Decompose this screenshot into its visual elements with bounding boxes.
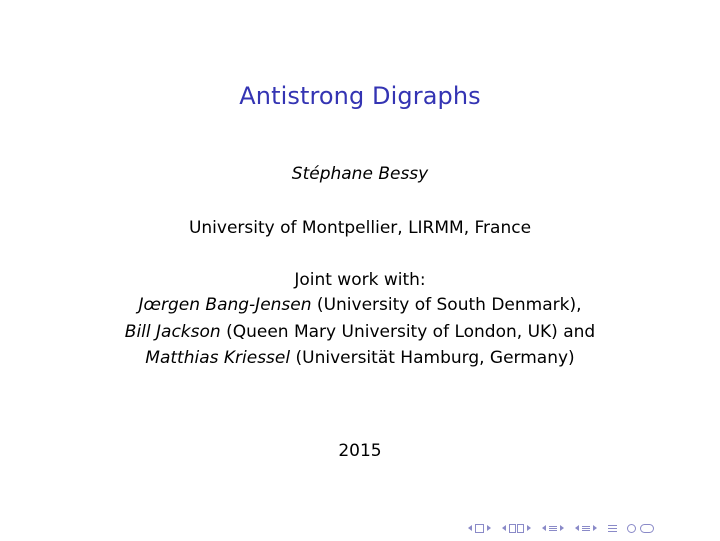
joint-work-label: Joint work with:	[294, 270, 426, 290]
slide-title: Antistrong Digraphs	[239, 82, 481, 110]
coauthor-affiliation: (Universität Hamburg, Germany)	[290, 348, 575, 368]
coauthor-name: Bill Jackson	[124, 322, 221, 342]
nav-frame-icon[interactable]	[502, 524, 531, 533]
presentation-year: 2015	[338, 441, 382, 461]
coauthor-line	[0, 320, 720, 344]
author-affiliation: University of Montpellier, LIRMM, France	[188, 218, 532, 238]
nav-section-icon[interactable]	[575, 525, 597, 531]
nav-subsection-icon[interactable]	[542, 525, 564, 531]
coauthor-name: Matthias Kriessel	[145, 348, 291, 368]
nav-slide-icon[interactable]	[468, 524, 491, 533]
beamer-navigation-bar	[468, 520, 665, 536]
coauthor-affiliation: (University of South Denmark),	[311, 295, 582, 315]
coauthor-trailing: and	[557, 322, 596, 342]
nav-align-icon[interactable]	[608, 525, 617, 532]
coauthor-affiliation: (Queen Mary University of London, UK)	[220, 322, 558, 342]
author-name: Stéphane Bessy	[291, 164, 429, 184]
coauthor-name: Jœrgen Bang-Jensen	[138, 295, 312, 315]
nav-search-icon[interactable]	[627, 524, 654, 533]
coauthor-line	[0, 346, 720, 370]
coauthor-line	[0, 293, 720, 317]
